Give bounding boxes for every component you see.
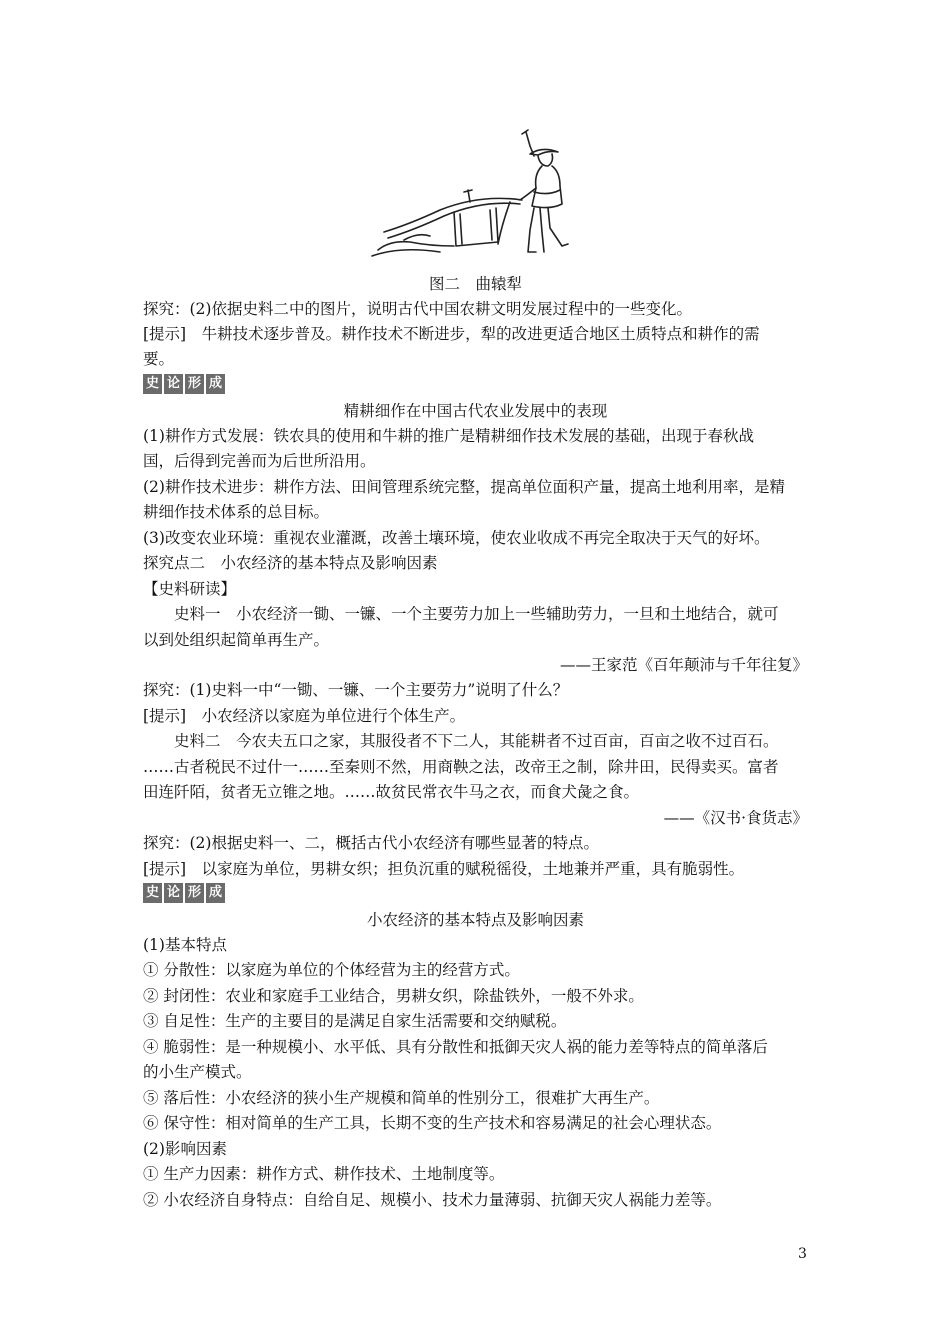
list-item: ⑤ 落后性：小农经济的狭小生产规模和简单的性别分工，很难扩大再生产。 — [143, 1089, 660, 1107]
question-2: 探究：(2)根据史料一、二，概括古代小农经济有哪些显著的特点。 — [143, 834, 599, 852]
source-citation: ——《汉书·食货志》 — [663, 809, 808, 827]
source-text: ……古者税民不过什一……至秦则不然，用商鞅之法，改帝王之制，除井田，民得卖买。富者 — [143, 758, 779, 776]
list-item: ④ 脆弱性：是一种规模小、水平低、具有分散性和抵御天灾人祸的能力差等特点的简单落后 — [143, 1038, 768, 1056]
list-item: 的小生产模式。 — [143, 1063, 252, 1081]
summary-paragraph: (2)耕作技术进步：耕作方法、田间管理系统完整，提高单位面积产量，提高土地利用率，是精 — [143, 478, 785, 496]
list-heading: (1)基本特点 — [143, 936, 227, 954]
badge-char: 论 — [164, 883, 183, 903]
shilun-xingcheng-badge — [143, 883, 225, 903]
source-text: 史料一 小农经济一锄、一镰、一个主要劳力加上一些辅助劳力，一旦和土地结合，就可 — [174, 605, 779, 623]
page-number: 3 — [798, 1246, 807, 1262]
badge-char: 成 — [206, 374, 225, 394]
badge-char: 形 — [185, 374, 204, 394]
curved-plow-drawing — [370, 128, 596, 260]
list-item: ② 封闭性：农业和家庭手工业结合，男耕女织，除盐铁外，一般不外求。 — [143, 987, 644, 1005]
badge-char: 史 — [143, 883, 162, 903]
list-item: ① 分散性：以家庭为单位的个体经营为主的经营方式。 — [143, 961, 520, 979]
list-item: ② 小农经济自身特点：自给自足、规模小、技术力量薄弱、抗御天灾人祸能力差等。 — [143, 1191, 722, 1209]
list-item: ① 生产力因素：耕作方式、耕作技术、土地制度等。 — [143, 1165, 505, 1183]
figure-caption: 图二 曲辕犁 — [428, 275, 522, 293]
hint-line: [提示] 牛耕技术逐步普及。耕作技术不断进步，犁的改进更适合地区土质特点和耕作的需 — [143, 325, 760, 343]
badge-char: 论 — [164, 374, 183, 394]
summary-paragraph: 耕细作技术体系的总目标。 — [143, 503, 330, 521]
list-item: ③ 自足性：生产的主要目的是满足自家生活需要和交纳赋税。 — [143, 1012, 567, 1030]
source-text: 田连阡陌，贫者无立锥之地。……故贫民常衣牛马之衣，而食犬彘之食。 — [143, 783, 640, 801]
question-1: 探究：(1)史料一中“一锄、一镰、一个主要劳力”说明了什么？ — [143, 681, 569, 699]
summary-title: 精耕细作在中国古代农业发展中的表现 — [343, 402, 608, 420]
hint-line: [提示] 以家庭为单位，男耕女织；担负沉重的赋税徭役，土地兼并严重，具有脆弱性。 — [143, 860, 745, 878]
question-2: 探究：(2)依据史料二中的图片，说明古代中国农耕文明发展过程中的一些变化。 — [143, 300, 692, 318]
badge-char: 形 — [185, 883, 204, 903]
summary-paragraph: (1)耕作方式发展：铁农具的使用和牛耕的推广是精耕细作技术发展的基础，出现于春秋战 — [143, 427, 754, 445]
source-text: 史料二 今农夫五口之家，其服役者不下二人，其能耕者不过百亩，百亩之收不过百石。 — [174, 732, 779, 750]
badge-char: 成 — [206, 883, 225, 903]
source-text: 以到处组织起简单再生产。 — [143, 631, 330, 649]
section-heading: 探究点二 小农经济的基本特点及影响因素 — [143, 554, 438, 572]
summary-paragraph: 国，后得到完善而为后世所沿用。 — [143, 452, 376, 470]
plow-illustration — [370, 128, 596, 260]
list-heading: (2)影响因素 — [143, 1140, 227, 1158]
summary-title: 小农经济的基本特点及影响因素 — [366, 911, 584, 929]
hint-line: 要。 — [143, 350, 175, 368]
summary-paragraph: (3)改变农业环境：重视农业灌溉，改善土壤环境，使农业收成不再完全取决于天气的好坏。 — [143, 529, 770, 547]
source-citation: ——王家范《百年颠沛与千年往复》 — [559, 656, 808, 674]
list-item: ⑥ 保守性：相对简单的生产工具，长期不变的生产技术和容易满足的社会心理状态。 — [143, 1114, 722, 1132]
section-subheading: 【史料研读】 — [143, 580, 237, 598]
badge-char: 史 — [143, 374, 162, 394]
shilun-xingcheng-badge — [143, 374, 225, 394]
hint-line: [提示] 小农经济以家庭为单位进行个体生产。 — [143, 707, 466, 725]
